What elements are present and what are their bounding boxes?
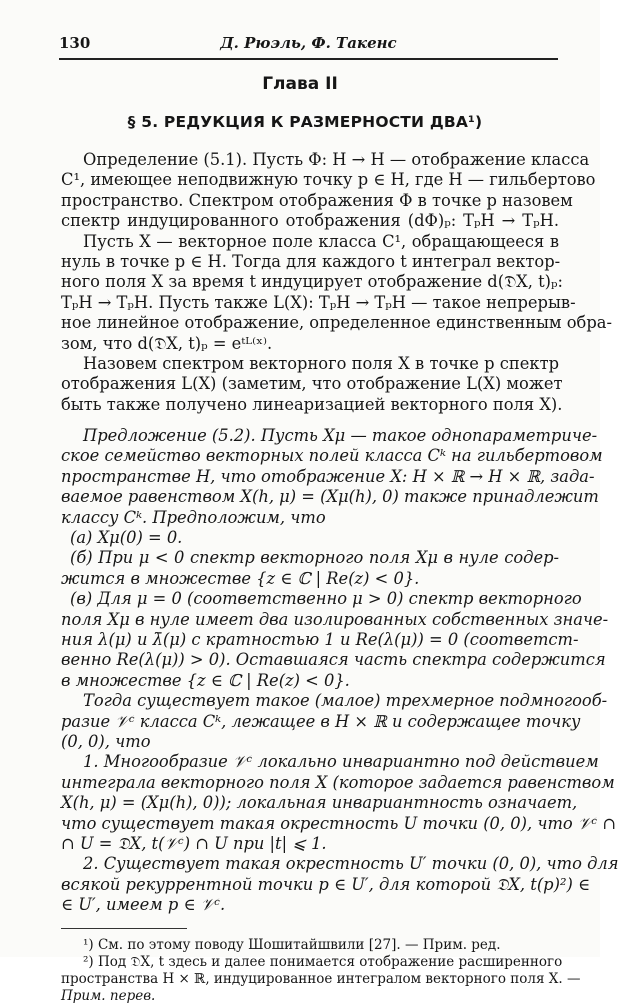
footnote-line: пространства H × ℝ, индуцированное интегралом векторного поля X. — <box>61 971 581 988</box>
page-number: 130 <box>59 34 91 52</box>
text-line: пространстве H, что отображение X: H × ℝ → H × ℝ, зада- <box>61 466 595 486</box>
text-line: поля Xμ в нуле имеет два изолированных собственных значе- <box>61 609 609 629</box>
text-line: классу Cᵏ. Предположим, что <box>61 507 326 527</box>
text-line: пространство. Спектром отображения Φ в точке p назовем <box>61 190 573 210</box>
text-line: 1. Многообразие 𝒱ᶜ локально инвариантно под действием <box>83 752 599 772</box>
footnotes <box>61 937 581 1005</box>
text-line: Пусть X — векторное поле класса C¹, обращающееся в <box>83 231 559 251</box>
text-line: разие 𝒱ᶜ класса Cᵏ, лежащее в H × ℝ и содержащее точку <box>61 711 581 731</box>
text-line: Предложение (5.2). Пусть Xμ — такое однопараметриче- <box>83 426 598 446</box>
text-line: спектр индуцированного отображения (dΦ)ₚ: TₚH → TₚH. <box>61 211 559 231</box>
text-line: Тогда существует такое (малое) трехмерное подмногооб- <box>83 691 608 711</box>
text-line: (в) Для μ = 0 (соответственно μ > 0) спектр векторного <box>70 589 582 609</box>
text-line: ∩ U = 𝔇X, t(𝒱ᶜ) ∩ U при |t| ⩽ 1. <box>61 833 327 853</box>
text-line: жится в множестве {z ∈ ℂ | Re(z) < 0}. <box>61 568 420 588</box>
text-line: Назовем спектром векторного поля X в точке p спектр <box>83 353 559 373</box>
running-head: Д. Рюэль, Ф. Такенс <box>220 34 397 52</box>
text-line: быть также получено линеаризацией векторного поля X). <box>61 394 563 414</box>
footnote-rule <box>61 928 187 929</box>
text-line: (б) При μ < 0 спектр векторного поля Xμ в нуле содер- <box>70 548 559 568</box>
body-text <box>61 150 619 1005</box>
footnote-line: Прим. перев. <box>61 988 156 1005</box>
text-line: венно Re(λ(μ)) > 0). Оставшаяся часть спектра содержится <box>61 650 606 670</box>
text-line: ваемое равенством X(h, μ) = (Xμ(h), 0) также принадлежит <box>61 487 599 507</box>
text-line: зом, что d(𝔇X, t)ₚ = eᵗᴸ⁽ˣ⁾. <box>61 333 273 353</box>
text-line: 2. Существует такая окрестность U′ точки (0, 0), что для <box>83 854 619 874</box>
text-line: ∈ U′, имеем p ∈ 𝒱ᶜ. <box>61 895 226 915</box>
text-line: интеграла векторного поля X (которое задается равенством <box>61 772 615 792</box>
text-line: X(h, μ) = (Xμ(h), 0)); локальная инвариантность означает, <box>61 793 578 813</box>
section-title: § 5. РЕДУКЦИЯ К РАЗМЕРНОСТИ ДВА¹) <box>127 113 483 131</box>
header-rule <box>59 58 558 60</box>
page-header <box>59 34 558 60</box>
text-line: ния λ(μ) и λ̄(μ) с кратностью 1 и Re(λ(μ)) = 0 (соответст- <box>61 629 579 649</box>
paragraph-gap <box>61 415 559 426</box>
text-lines <box>61 150 619 915</box>
text-line: в множестве {z ∈ ℂ | Re(z) < 0}. <box>61 670 350 690</box>
text-line: (а) Xμ(0) = 0. <box>70 528 183 548</box>
text-line: (0, 0), что <box>61 731 151 751</box>
text-line: ное линейное отображение, определенное единственным обра- <box>61 313 612 333</box>
chapter-title: Глава II <box>262 74 338 94</box>
text-line: что существует такая окрестность U точки (0, 0), что 𝒱ᶜ ∩ <box>61 813 616 833</box>
text-line: Определение (5.1). Пусть Φ: H → H — отображение класса <box>83 150 590 169</box>
text-line: ское семейство векторных полей класса Cᵏ на гильбертовом <box>61 446 603 466</box>
footnote-line: ¹) См. по этому поводу Шошитайшвили [27]. — Прим. ред. <box>83 937 501 954</box>
text-line: отображения L(X) (заметим, что отображение L(X) может <box>61 374 563 394</box>
text-line: ного поля X за время t индуцирует отображение d(𝔇X, t)ₚ: <box>61 272 563 292</box>
text-line: нуль в точке p ∈ H. Тогда для каждого t интеграл вектор- <box>61 251 561 271</box>
text-line: всякой рекуррентной точки p ∈ U′, для которой 𝔇X, t(p)²) ∈ <box>61 874 591 894</box>
footnote-line: ²) Под 𝔇X, t здесь и далее понимается отображение расширенного <box>83 954 563 971</box>
text-line: C¹, имеющее неподвижную точку p ∈ H, где H — гильбертово <box>61 170 596 190</box>
text-line: TₚH → TₚH. Пусть также L(X): TₚH → TₚH — такое непрерыв- <box>61 292 576 312</box>
